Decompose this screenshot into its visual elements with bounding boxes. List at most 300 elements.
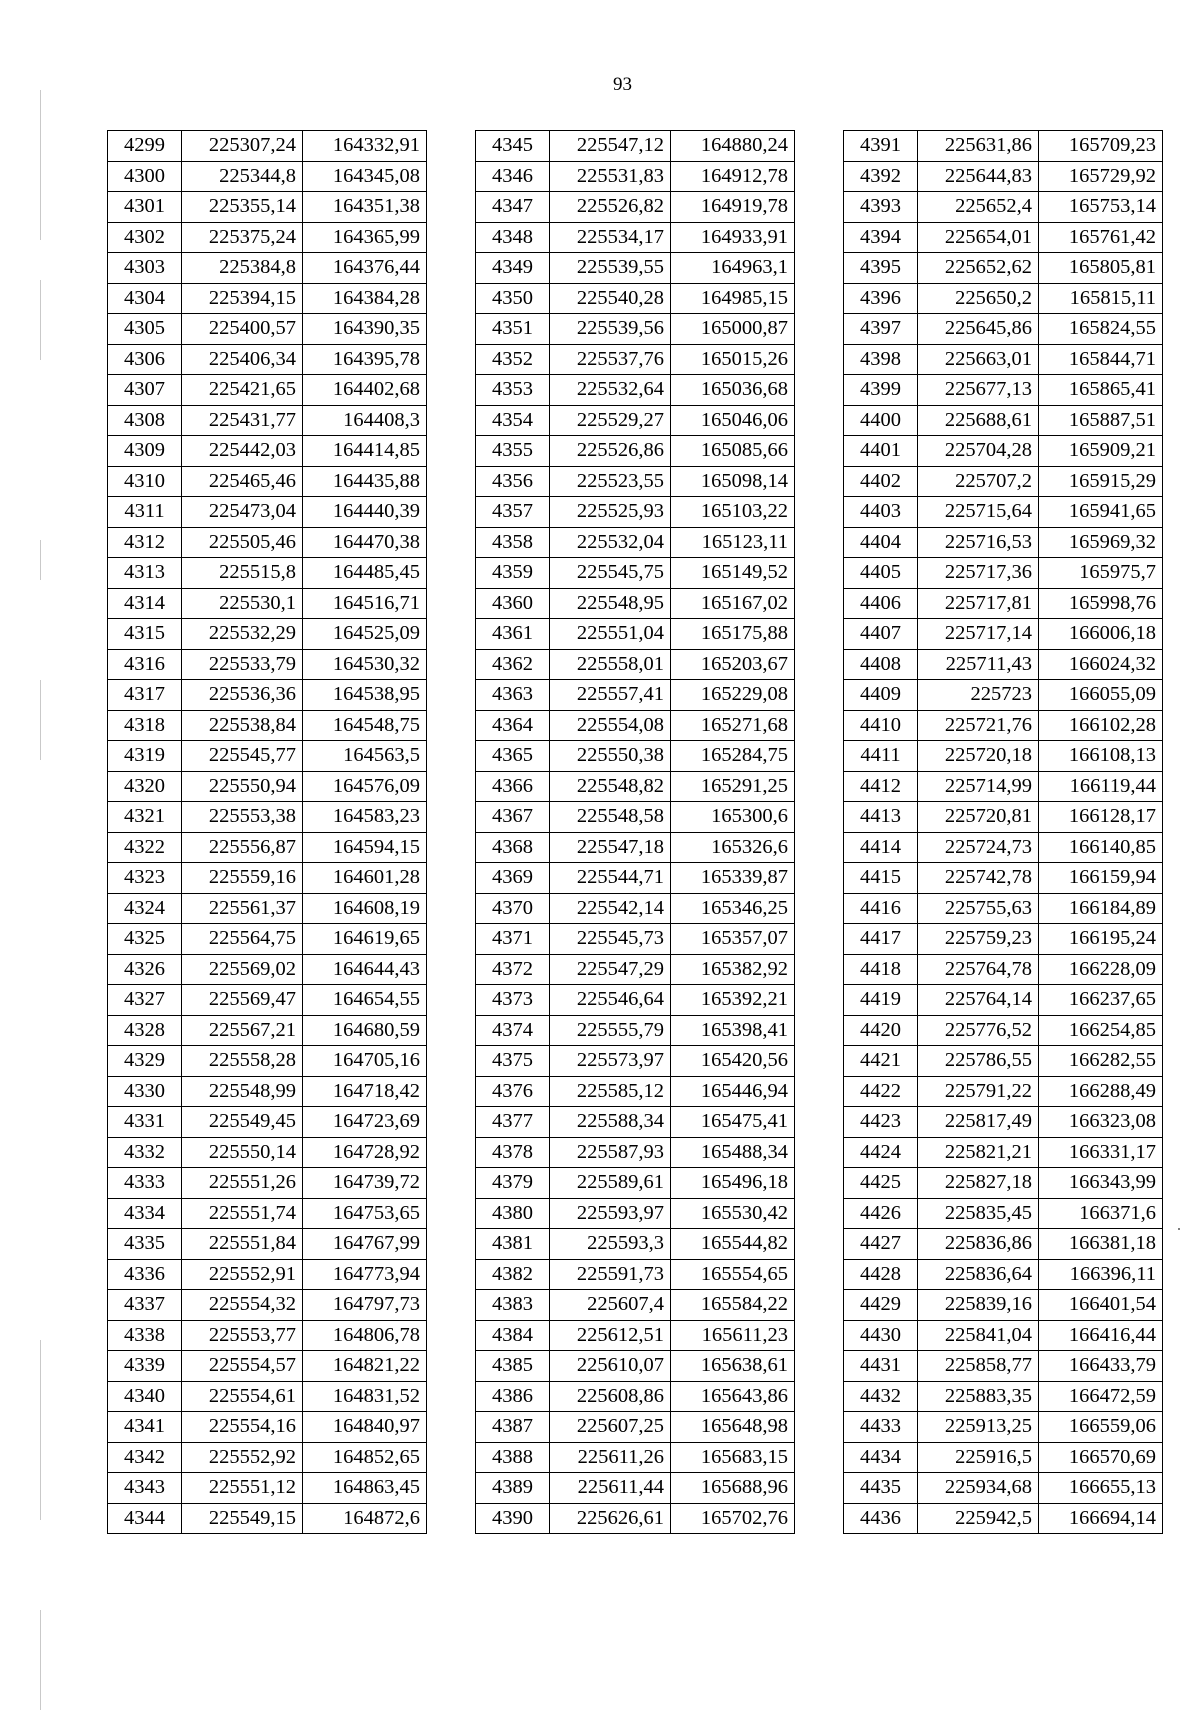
point-number-cell: 4342 xyxy=(108,1442,182,1473)
table-row xyxy=(476,192,795,223)
table-row xyxy=(844,1473,1163,1504)
y-coordinate-cell: 165123,11 xyxy=(671,527,795,558)
y-coordinate-cell: 165941,65 xyxy=(1039,497,1163,528)
table-row xyxy=(844,1351,1163,1382)
x-coordinate-cell: 225532,29 xyxy=(182,619,303,650)
y-coordinate-cell: 164395,78 xyxy=(303,344,427,375)
x-coordinate-cell: 225611,26 xyxy=(550,1442,671,1473)
y-coordinate-cell: 164594,15 xyxy=(303,832,427,863)
point-number-cell: 4404 xyxy=(844,527,918,558)
point-number-cell: 4350 xyxy=(476,283,550,314)
point-number-cell: 4403 xyxy=(844,497,918,528)
y-coordinate-cell: 164739,72 xyxy=(303,1168,427,1199)
point-number-cell: 4319 xyxy=(108,741,182,772)
y-coordinate-cell: 164933,91 xyxy=(671,222,795,253)
y-coordinate-cell: 166433,79 xyxy=(1039,1351,1163,1382)
point-number-cell: 4386 xyxy=(476,1381,550,1412)
x-coordinate-cell: 225589,61 xyxy=(550,1168,671,1199)
point-number-cell: 4317 xyxy=(108,680,182,711)
y-coordinate-cell: 165648,98 xyxy=(671,1412,795,1443)
x-coordinate-cell: 225839,16 xyxy=(918,1290,1039,1321)
x-coordinate-cell: 225715,64 xyxy=(918,497,1039,528)
point-number-cell: 4330 xyxy=(108,1076,182,1107)
x-coordinate-cell: 225530,1 xyxy=(182,588,303,619)
point-number-cell: 4340 xyxy=(108,1381,182,1412)
table-body xyxy=(108,131,427,1534)
point-number-cell: 4421 xyxy=(844,1046,918,1077)
table-row xyxy=(844,649,1163,680)
x-coordinate-cell: 225716,53 xyxy=(918,527,1039,558)
table-row xyxy=(844,314,1163,345)
scan-edge-mark xyxy=(40,90,41,240)
table-row xyxy=(108,832,427,863)
point-number-cell: 4333 xyxy=(108,1168,182,1199)
table-row xyxy=(108,497,427,528)
x-coordinate-cell: 225555,79 xyxy=(550,1015,671,1046)
point-number-cell: 4400 xyxy=(844,405,918,436)
y-coordinate-cell: 165488,34 xyxy=(671,1137,795,1168)
y-coordinate-cell: 165643,86 xyxy=(671,1381,795,1412)
table-row xyxy=(844,924,1163,955)
point-number-cell: 4428 xyxy=(844,1259,918,1290)
table-row xyxy=(844,1442,1163,1473)
y-coordinate-cell: 164435,88 xyxy=(303,466,427,497)
y-coordinate-cell: 165729,92 xyxy=(1039,161,1163,192)
x-coordinate-cell: 225791,22 xyxy=(918,1076,1039,1107)
point-number-cell: 4435 xyxy=(844,1473,918,1504)
x-coordinate-cell: 225547,29 xyxy=(550,954,671,985)
y-coordinate-cell: 164840,97 xyxy=(303,1412,427,1443)
x-coordinate-cell: 225554,16 xyxy=(182,1412,303,1443)
point-number-cell: 4304 xyxy=(108,283,182,314)
table-row xyxy=(108,527,427,558)
table-row xyxy=(108,436,427,467)
table-row xyxy=(108,131,427,162)
table-row xyxy=(476,1290,795,1321)
y-coordinate-cell: 164619,65 xyxy=(303,924,427,955)
point-number-cell: 4335 xyxy=(108,1229,182,1260)
point-number-cell: 4412 xyxy=(844,771,918,802)
y-coordinate-cell: 164718,42 xyxy=(303,1076,427,1107)
x-coordinate-cell: 225557,41 xyxy=(550,680,671,711)
x-coordinate-cell: 225551,04 xyxy=(550,619,671,650)
x-coordinate-cell: 225551,84 xyxy=(182,1229,303,1260)
x-coordinate-cell: 225526,86 xyxy=(550,436,671,467)
table-row xyxy=(108,1290,427,1321)
y-coordinate-cell: 165149,52 xyxy=(671,558,795,589)
y-coordinate-cell: 164414,85 xyxy=(303,436,427,467)
y-coordinate-cell: 164601,28 xyxy=(303,863,427,894)
table-row xyxy=(476,649,795,680)
x-coordinate-cell: 225544,71 xyxy=(550,863,671,894)
point-number-cell: 4377 xyxy=(476,1107,550,1138)
point-number-cell: 4361 xyxy=(476,619,550,650)
table-row xyxy=(844,832,1163,863)
y-coordinate-cell: 164525,09 xyxy=(303,619,427,650)
y-coordinate-cell: 165975,7 xyxy=(1039,558,1163,589)
x-coordinate-cell: 225587,93 xyxy=(550,1137,671,1168)
table-row xyxy=(108,344,427,375)
x-coordinate-cell: 225631,86 xyxy=(918,131,1039,162)
y-coordinate-cell: 165446,94 xyxy=(671,1076,795,1107)
y-coordinate-cell: 166159,94 xyxy=(1039,863,1163,894)
y-coordinate-cell: 164345,08 xyxy=(303,161,427,192)
x-coordinate-cell: 225431,77 xyxy=(182,405,303,436)
x-coordinate-cell: 225550,14 xyxy=(182,1137,303,1168)
x-coordinate-cell: 225836,64 xyxy=(918,1259,1039,1290)
point-number-cell: 4371 xyxy=(476,924,550,955)
scan-edge-mark xyxy=(40,1340,41,1520)
point-number-cell: 4375 xyxy=(476,1046,550,1077)
point-number-cell: 4394 xyxy=(844,222,918,253)
table-row xyxy=(844,161,1163,192)
table-row xyxy=(108,375,427,406)
table-row xyxy=(476,405,795,436)
point-number-cell: 4343 xyxy=(108,1473,182,1504)
point-number-cell: 4337 xyxy=(108,1290,182,1321)
table-row xyxy=(476,222,795,253)
x-coordinate-cell: 225759,23 xyxy=(918,924,1039,955)
point-number-cell: 4417 xyxy=(844,924,918,955)
table-row xyxy=(844,710,1163,741)
x-coordinate-cell: 225375,24 xyxy=(182,222,303,253)
x-coordinate-cell: 225553,38 xyxy=(182,802,303,833)
y-coordinate-cell: 165229,08 xyxy=(671,680,795,711)
x-coordinate-cell: 225883,35 xyxy=(918,1381,1039,1412)
x-coordinate-cell: 225652,4 xyxy=(918,192,1039,223)
point-number-cell: 4346 xyxy=(476,161,550,192)
table-row xyxy=(844,527,1163,558)
point-number-cell: 4396 xyxy=(844,283,918,314)
y-coordinate-cell: 165544,82 xyxy=(671,1229,795,1260)
point-number-cell: 4309 xyxy=(108,436,182,467)
x-coordinate-cell: 225569,02 xyxy=(182,954,303,985)
table-row xyxy=(108,588,427,619)
table-row xyxy=(108,863,427,894)
table-row xyxy=(108,771,427,802)
y-coordinate-cell: 164680,59 xyxy=(303,1015,427,1046)
y-coordinate-cell: 164516,71 xyxy=(303,588,427,619)
table-row xyxy=(476,1046,795,1077)
table-row xyxy=(108,161,427,192)
point-number-cell: 4407 xyxy=(844,619,918,650)
table-row xyxy=(844,192,1163,223)
x-coordinate-cell: 225688,61 xyxy=(918,405,1039,436)
table-row xyxy=(476,1259,795,1290)
table-row xyxy=(844,558,1163,589)
x-coordinate-cell: 225421,65 xyxy=(182,375,303,406)
y-coordinate-cell: 164365,99 xyxy=(303,222,427,253)
y-coordinate-cell: 164351,38 xyxy=(303,192,427,223)
y-coordinate-cell: 165300,6 xyxy=(671,802,795,833)
point-number-cell: 4302 xyxy=(108,222,182,253)
x-coordinate-cell: 225526,82 xyxy=(550,192,671,223)
y-coordinate-cell: 166570,69 xyxy=(1039,1442,1163,1473)
table-row xyxy=(108,649,427,680)
x-coordinate-cell: 225548,82 xyxy=(550,771,671,802)
point-number-cell: 4339 xyxy=(108,1351,182,1382)
table-row xyxy=(844,619,1163,650)
table-row xyxy=(844,802,1163,833)
point-number-cell: 4353 xyxy=(476,375,550,406)
x-coordinate-cell: 225721,76 xyxy=(918,710,1039,741)
x-coordinate-cell: 225532,04 xyxy=(550,527,671,558)
point-number-cell: 4425 xyxy=(844,1168,918,1199)
x-coordinate-cell: 225523,55 xyxy=(550,466,671,497)
table-row xyxy=(108,1229,427,1260)
x-coordinate-cell: 225554,08 xyxy=(550,710,671,741)
y-coordinate-cell: 164723,69 xyxy=(303,1107,427,1138)
x-coordinate-cell: 225532,64 xyxy=(550,375,671,406)
x-coordinate-cell: 225776,52 xyxy=(918,1015,1039,1046)
table-row xyxy=(844,1137,1163,1168)
table-row xyxy=(108,1320,427,1351)
point-number-cell: 4398 xyxy=(844,344,918,375)
table-row xyxy=(844,588,1163,619)
table-row xyxy=(844,1107,1163,1138)
y-coordinate-cell: 165887,51 xyxy=(1039,405,1163,436)
x-coordinate-cell: 225564,75 xyxy=(182,924,303,955)
table-row xyxy=(844,863,1163,894)
y-coordinate-cell: 166128,17 xyxy=(1039,802,1163,833)
table-row xyxy=(108,283,427,314)
x-coordinate-cell: 225548,99 xyxy=(182,1076,303,1107)
point-number-cell: 4358 xyxy=(476,527,550,558)
point-number-cell: 4321 xyxy=(108,802,182,833)
y-coordinate-cell: 166331,17 xyxy=(1039,1137,1163,1168)
x-coordinate-cell: 225573,97 xyxy=(550,1046,671,1077)
table-row xyxy=(476,527,795,558)
point-number-cell: 4433 xyxy=(844,1412,918,1443)
x-coordinate-cell: 225505,46 xyxy=(182,527,303,558)
y-coordinate-cell: 165702,76 xyxy=(671,1503,795,1534)
point-number-cell: 4305 xyxy=(108,314,182,345)
table-row xyxy=(476,344,795,375)
point-number-cell: 4307 xyxy=(108,375,182,406)
y-coordinate-cell: 165036,68 xyxy=(671,375,795,406)
point-number-cell: 4315 xyxy=(108,619,182,650)
y-coordinate-cell: 166472,59 xyxy=(1039,1381,1163,1412)
table-row xyxy=(476,466,795,497)
point-number-cell: 4312 xyxy=(108,527,182,558)
table-row xyxy=(476,893,795,924)
point-number-cell: 4308 xyxy=(108,405,182,436)
point-number-cell: 4384 xyxy=(476,1320,550,1351)
table-row xyxy=(476,924,795,955)
x-coordinate-cell: 225561,37 xyxy=(182,893,303,924)
point-number-cell: 4422 xyxy=(844,1076,918,1107)
y-coordinate-cell: 164608,19 xyxy=(303,893,427,924)
scan-edge-mark xyxy=(40,1610,41,1710)
table-row xyxy=(844,253,1163,284)
table-row xyxy=(844,1046,1163,1077)
table-row xyxy=(476,1412,795,1443)
table-row xyxy=(108,1076,427,1107)
point-number-cell: 4313 xyxy=(108,558,182,589)
x-coordinate-cell: 225567,21 xyxy=(182,1015,303,1046)
x-coordinate-cell: 225913,25 xyxy=(918,1412,1039,1443)
y-coordinate-cell: 165554,65 xyxy=(671,1259,795,1290)
table-row xyxy=(844,131,1163,162)
y-coordinate-cell: 165475,41 xyxy=(671,1107,795,1138)
point-number-cell: 4416 xyxy=(844,893,918,924)
point-number-cell: 4381 xyxy=(476,1229,550,1260)
point-number-cell: 4423 xyxy=(844,1107,918,1138)
y-coordinate-cell: 165392,21 xyxy=(671,985,795,1016)
point-number-cell: 4420 xyxy=(844,1015,918,1046)
table-row xyxy=(476,253,795,284)
point-number-cell: 4393 xyxy=(844,192,918,223)
table-row xyxy=(844,1412,1163,1443)
table-row xyxy=(844,1259,1163,1290)
y-coordinate-cell: 165915,29 xyxy=(1039,466,1163,497)
x-coordinate-cell: 225858,77 xyxy=(918,1351,1039,1382)
y-coordinate-cell: 164583,23 xyxy=(303,802,427,833)
x-coordinate-cell: 225547,18 xyxy=(550,832,671,863)
y-coordinate-cell: 165420,56 xyxy=(671,1046,795,1077)
table-row xyxy=(108,1137,427,1168)
point-number-cell: 4347 xyxy=(476,192,550,223)
x-coordinate-cell: 225827,18 xyxy=(918,1168,1039,1199)
table-row xyxy=(844,344,1163,375)
y-coordinate-cell: 165805,81 xyxy=(1039,253,1163,284)
x-coordinate-cell: 225549,45 xyxy=(182,1107,303,1138)
x-coordinate-cell: 225553,77 xyxy=(182,1320,303,1351)
y-coordinate-cell: 166006,18 xyxy=(1039,619,1163,650)
x-coordinate-cell: 225593,3 xyxy=(550,1229,671,1260)
point-number-cell: 4419 xyxy=(844,985,918,1016)
x-coordinate-cell: 225548,95 xyxy=(550,588,671,619)
table-row xyxy=(844,1198,1163,1229)
x-coordinate-cell: 225593,97 xyxy=(550,1198,671,1229)
y-coordinate-cell: 166559,06 xyxy=(1039,1412,1163,1443)
y-coordinate-cell: 166195,24 xyxy=(1039,924,1163,955)
x-coordinate-cell: 225551,26 xyxy=(182,1168,303,1199)
table-row xyxy=(844,497,1163,528)
table-row xyxy=(108,1259,427,1290)
x-coordinate-cell: 225607,4 xyxy=(550,1290,671,1321)
y-coordinate-cell: 164985,15 xyxy=(671,283,795,314)
y-coordinate-cell: 164408,3 xyxy=(303,405,427,436)
y-coordinate-cell: 166323,08 xyxy=(1039,1107,1163,1138)
y-coordinate-cell: 166254,85 xyxy=(1039,1015,1163,1046)
point-number-cell: 4300 xyxy=(108,161,182,192)
table-row xyxy=(108,619,427,650)
point-number-cell: 4368 xyxy=(476,832,550,863)
x-coordinate-cell: 225549,15 xyxy=(182,1503,303,1534)
x-coordinate-cell: 225654,01 xyxy=(918,222,1039,253)
x-coordinate-cell: 225394,15 xyxy=(182,283,303,314)
y-coordinate-cell: 165085,66 xyxy=(671,436,795,467)
point-number-cell: 4310 xyxy=(108,466,182,497)
table-row xyxy=(844,222,1163,253)
x-coordinate-cell: 225542,14 xyxy=(550,893,671,924)
y-coordinate-cell: 165000,87 xyxy=(671,314,795,345)
y-coordinate-cell: 166184,89 xyxy=(1039,893,1163,924)
table-row xyxy=(476,1473,795,1504)
y-coordinate-cell: 164767,99 xyxy=(303,1229,427,1260)
y-coordinate-cell: 164863,45 xyxy=(303,1473,427,1504)
x-coordinate-cell: 225612,51 xyxy=(550,1320,671,1351)
table-row xyxy=(844,1503,1163,1534)
coordinates-table-1 xyxy=(107,130,427,1534)
point-number-cell: 4338 xyxy=(108,1320,182,1351)
x-coordinate-cell: 225723 xyxy=(918,680,1039,711)
x-coordinate-cell: 225545,73 xyxy=(550,924,671,955)
x-coordinate-cell: 225546,64 xyxy=(550,985,671,1016)
point-number-cell: 4314 xyxy=(108,588,182,619)
point-number-cell: 4318 xyxy=(108,710,182,741)
x-coordinate-cell: 225663,01 xyxy=(918,344,1039,375)
point-number-cell: 4349 xyxy=(476,253,550,284)
y-coordinate-cell: 165865,41 xyxy=(1039,375,1163,406)
y-coordinate-cell: 164376,44 xyxy=(303,253,427,284)
table-row xyxy=(476,1442,795,1473)
x-coordinate-cell: 225515,8 xyxy=(182,558,303,589)
point-number-cell: 4322 xyxy=(108,832,182,863)
point-number-cell: 4357 xyxy=(476,497,550,528)
point-number-cell: 4367 xyxy=(476,802,550,833)
x-coordinate-cell: 225717,81 xyxy=(918,588,1039,619)
point-number-cell: 4410 xyxy=(844,710,918,741)
y-coordinate-cell: 165909,21 xyxy=(1039,436,1163,467)
x-coordinate-cell: 225611,44 xyxy=(550,1473,671,1504)
x-coordinate-cell: 225531,83 xyxy=(550,161,671,192)
coordinates-table-2 xyxy=(475,130,795,1534)
x-coordinate-cell: 225835,45 xyxy=(918,1198,1039,1229)
point-number-cell: 4432 xyxy=(844,1381,918,1412)
y-coordinate-cell: 164644,43 xyxy=(303,954,427,985)
table-row xyxy=(476,985,795,1016)
y-coordinate-cell: 166108,13 xyxy=(1039,741,1163,772)
table-row xyxy=(476,1320,795,1351)
y-coordinate-cell: 164402,68 xyxy=(303,375,427,406)
x-coordinate-cell: 225724,73 xyxy=(918,832,1039,863)
scan-edge-mark xyxy=(40,280,41,360)
y-coordinate-cell: 165844,71 xyxy=(1039,344,1163,375)
point-number-cell: 4326 xyxy=(108,954,182,985)
y-coordinate-cell: 164728,92 xyxy=(303,1137,427,1168)
table-row xyxy=(108,802,427,833)
x-coordinate-cell: 225552,91 xyxy=(182,1259,303,1290)
point-number-cell: 4406 xyxy=(844,588,918,619)
table-row xyxy=(844,1320,1163,1351)
x-coordinate-cell: 225711,43 xyxy=(918,649,1039,680)
x-coordinate-cell: 225650,2 xyxy=(918,283,1039,314)
x-coordinate-cell: 225934,68 xyxy=(918,1473,1039,1504)
table-row xyxy=(844,1229,1163,1260)
y-coordinate-cell: 166102,28 xyxy=(1039,710,1163,741)
table-row xyxy=(108,1107,427,1138)
point-number-cell: 4306 xyxy=(108,344,182,375)
x-coordinate-cell: 225652,62 xyxy=(918,253,1039,284)
y-coordinate-cell: 165815,11 xyxy=(1039,283,1163,314)
page-number: 93 xyxy=(613,74,632,95)
table-row xyxy=(476,1351,795,1382)
point-number-cell: 4405 xyxy=(844,558,918,589)
point-number-cell: 4402 xyxy=(844,466,918,497)
point-number-cell: 4325 xyxy=(108,924,182,955)
x-coordinate-cell: 225559,16 xyxy=(182,863,303,894)
table-row xyxy=(476,832,795,863)
point-number-cell: 4299 xyxy=(108,131,182,162)
x-coordinate-cell: 225717,36 xyxy=(918,558,1039,589)
x-coordinate-cell: 225720,81 xyxy=(918,802,1039,833)
point-number-cell: 4397 xyxy=(844,314,918,345)
x-coordinate-cell: 225534,17 xyxy=(550,222,671,253)
point-number-cell: 4374 xyxy=(476,1015,550,1046)
y-coordinate-cell: 165167,02 xyxy=(671,588,795,619)
